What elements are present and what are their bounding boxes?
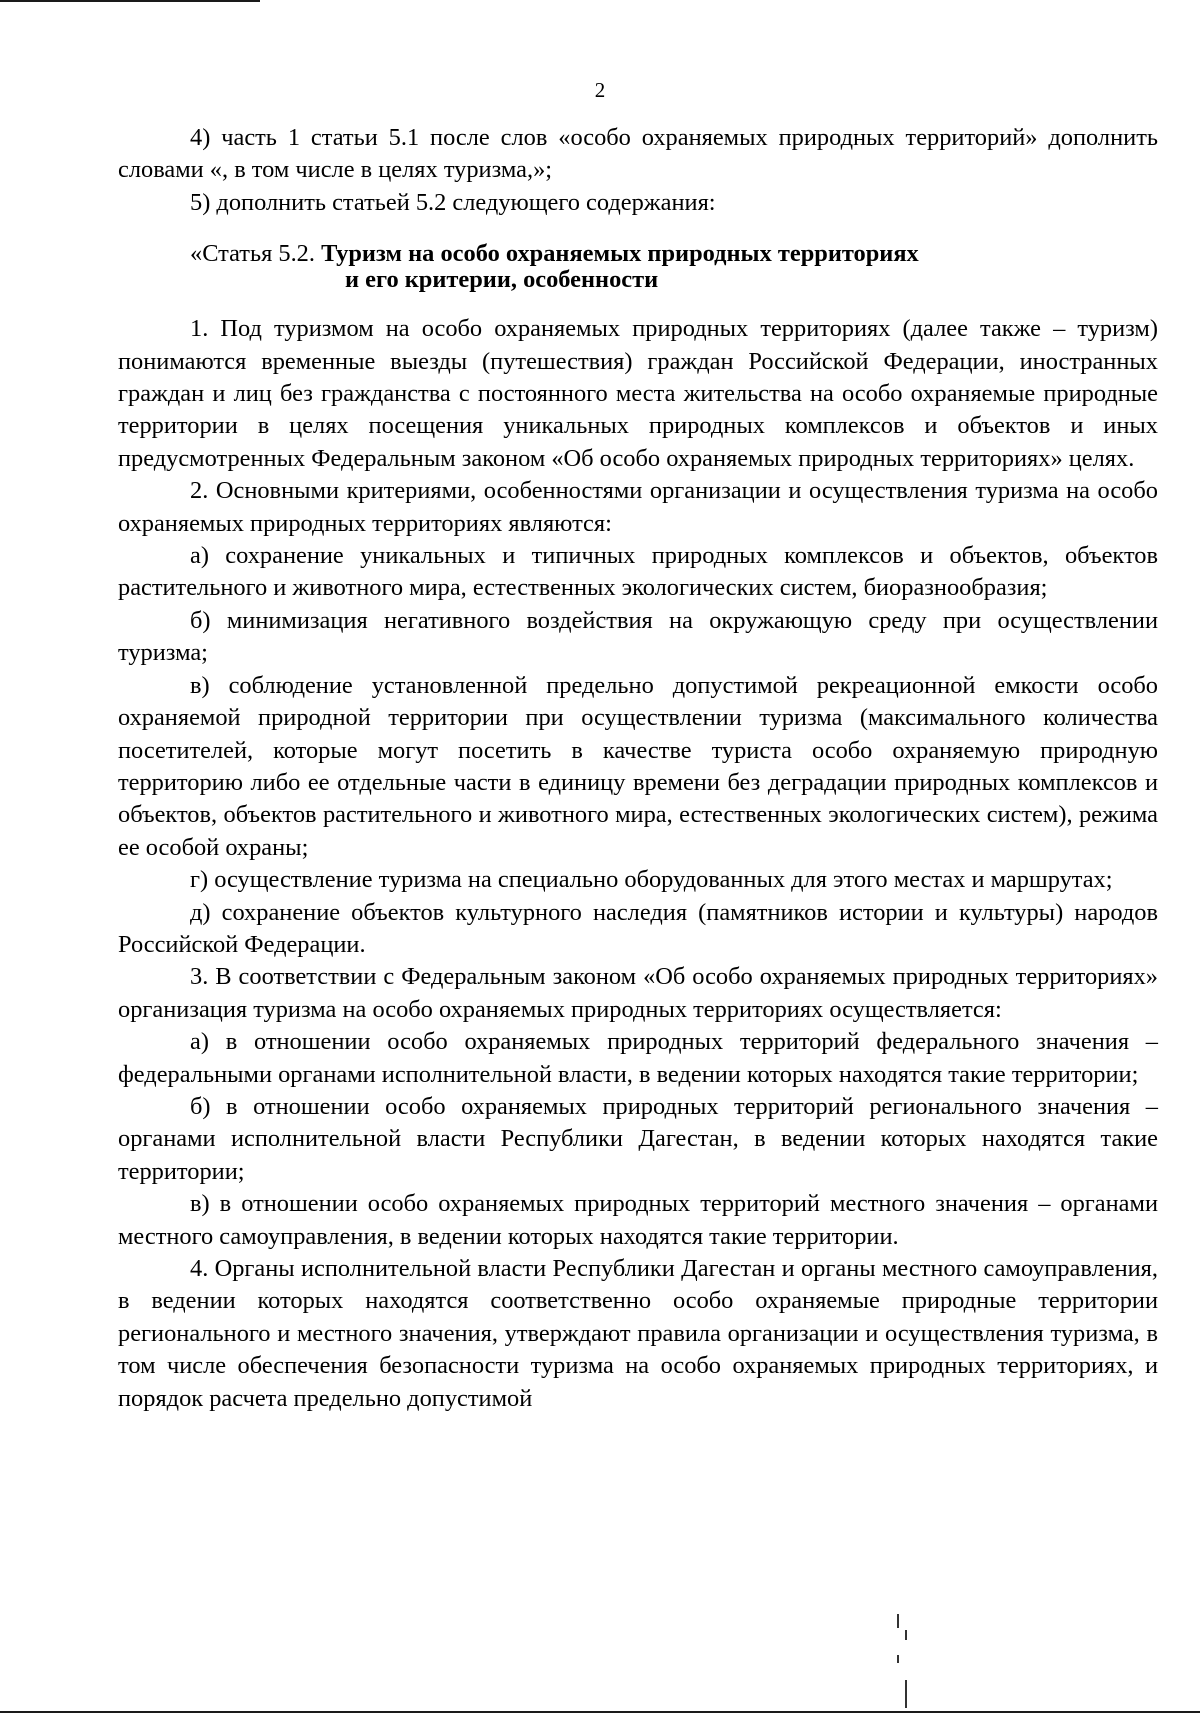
paragraph-amendment-5: 5) дополнить статьей 5.2 следующего содержания: (190, 188, 716, 216)
paragraph-clause-4: 4. Органы исполнительной власти Республики Дагестан и органы местного самоуправления, в ведении которых находятся соответственно особо охраняемые природные территории регионального и местного значения, утверждают правила организации и осуществления туризма, в том числе обеспечения безопасности туризма на особо охраняемых природных территориях, и порядок расчета предельно допустимой (118, 1255, 1158, 1412)
paragraph-clause-3b: б) в отношении особо охраняемых природных территорий регионального значения – органами исполнительной власти Республики Дагестан, в ведении которых находятся такие территории; (118, 1092, 1158, 1185)
scan-edge-bottom (0, 1711, 1200, 1713)
scan-speck (905, 1680, 907, 1708)
paragraph-clause-3a: а) в отношении особо охраняемых природных территорий федерального значения – федеральными органами исполнительной власти, в ведении которых находятся такие территории; (118, 1028, 1158, 1088)
scan-speck (897, 1655, 899, 1663)
article-title-line1: Туризм на особо охраняемых природных территориях (321, 240, 919, 268)
paragraph-clause-2v: в) соблюдение установленной предельно допустимой рекреационной емкости особо охраняемой природной территории при осуществлении туризма (максимального количества посетителей, которые могут посетить в качестве туриста особо охраняемую природную территорию либо ее отдельные части в единицу времени без деградации природных комплексов и объектов, объектов растительного и животного мира, естественных экологических систем), режима ее особой охраны; (118, 671, 1158, 861)
paragraph-clause-2a: а) сохранение уникальных и типичных природных комплексов и объектов, объектов растительного и животного мира, естественных экологических систем, биоразнообразия; (118, 542, 1158, 602)
scan-speck (897, 1614, 899, 1628)
scan-edge-top (0, 0, 260, 2)
paragraph-clause-1: 1. Под туризмом на особо охраняемых природных территориях (далее также – туризм) понимаются временные выезды (путешествия) граждан Российской Федерации, иностранных граждан и лиц без гражданства с постоянного места жительства на особо охраняемые природные территории в целях посещения уникальных природных комплексов и объектов и иных предусмотренных Федеральным законом «Об особо охраняемых природных территориях» целях. (118, 315, 1158, 472)
page-number: 2 (594, 78, 606, 102)
scan-speck (905, 1630, 907, 1640)
paragraph-amendment-4: 4) часть 1 статьи 5.1 после слов «особо охраняемых природных территорий» дополнить словами «, в том числе в целях туризма,»; (118, 124, 1158, 184)
article-heading (118, 241, 1158, 293)
paragraph-clause-3v: в) в отношении особо охраняемых природных территорий местного значения – органами местного самоуправления, в ведении которых находятся такие территории. (118, 1190, 1158, 1250)
article-number: «Статья 5.2. (190, 240, 315, 268)
paragraph-clause-2d: д) сохранение объектов культурного наследия (памятников истории и культуры) народов Российской Федерации. (118, 898, 1158, 958)
paragraph-clause-3: 3. В соответствии с Федеральным законом «Об особо охраняемых природных территориях» организация туризма на особо охраняемых природных территориях осуществляется: (118, 963, 1158, 1023)
paragraph-clause-2g: г) осуществление туризма на специально оборудованных для этого местах и маршрутах; (190, 866, 1113, 894)
scan-specks (895, 1610, 915, 1710)
paragraph-clause-2: 2. Основными критериями, особенностями организации и осуществления туризма на особо охраняемых природных территориях являются: (118, 477, 1158, 537)
document-body (118, 122, 1158, 1415)
article-title-line2: и его критерии, особенности (345, 266, 659, 294)
paragraph-clause-2b: б) минимизация негативного воздействия на окружающую среду при осуществлении туризма; (118, 606, 1158, 667)
